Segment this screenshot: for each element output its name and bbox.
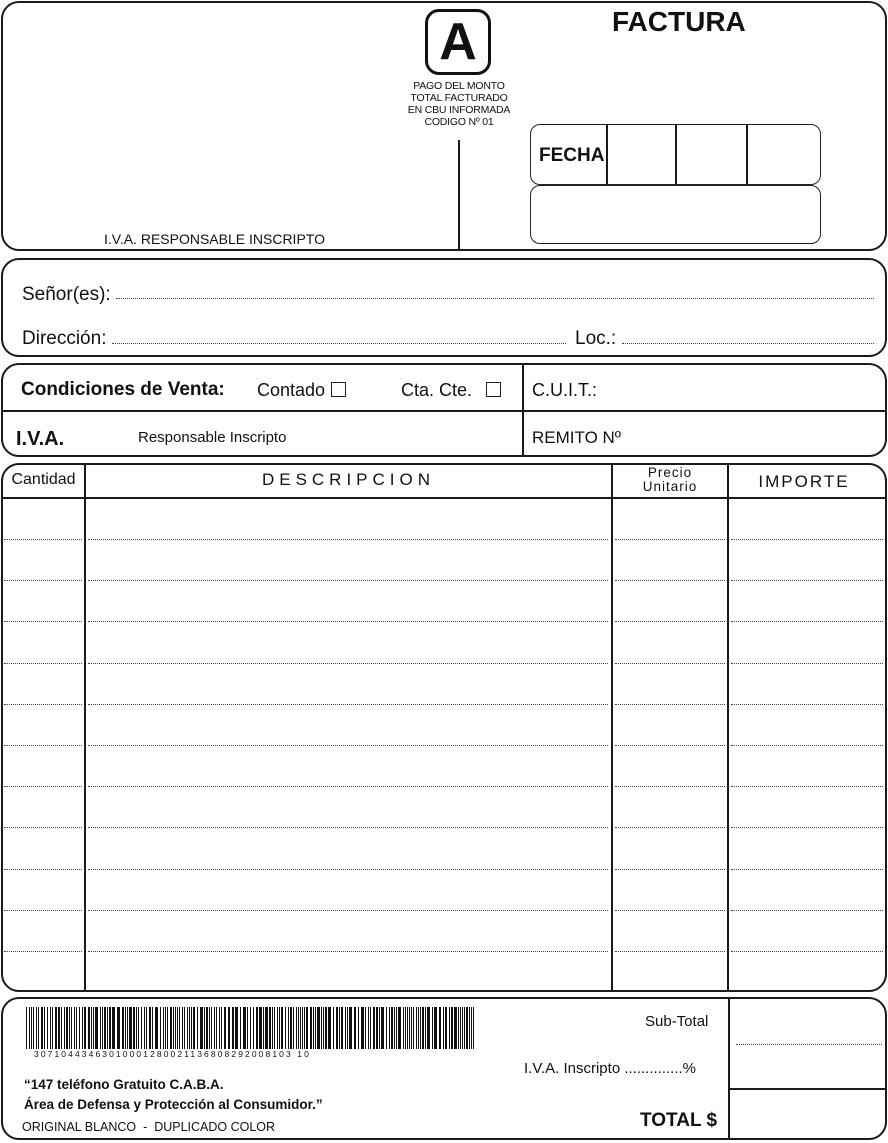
barcode-bar	[416, 1007, 417, 1049]
consumer-notice-line2: Área de Defensa y Protección al Consumidor.”	[24, 1097, 323, 1112]
barcode-bar	[427, 1007, 430, 1049]
barcode-bar	[58, 1007, 60, 1049]
barcode-bar	[358, 1007, 359, 1049]
barcode-bar	[347, 1007, 348, 1049]
barcode-bar	[66, 1007, 68, 1049]
items-col-divider-1	[84, 464, 86, 991]
copies-note: ORIGINAL BLANCO - DUPLICADO COLOR	[22, 1120, 276, 1134]
sale-conditions-label: Condiciones de Venta:	[21, 379, 225, 400]
barcode-bar	[82, 1007, 83, 1049]
item-row-7-cell-2[interactable]	[88, 786, 608, 787]
barcode-bar	[413, 1007, 414, 1049]
barcode-bar	[321, 1007, 322, 1049]
barcode-bar	[277, 1007, 278, 1049]
barcode-bar	[71, 1007, 72, 1049]
item-row-5-cell-1[interactable]	[4, 704, 82, 705]
barcode-bar	[29, 1007, 30, 1049]
barcode-bar	[165, 1007, 166, 1049]
barcode-bar	[191, 1007, 192, 1049]
date-divider-3	[746, 125, 748, 184]
barcode-bar	[445, 1007, 447, 1049]
barcode-bar	[179, 1007, 180, 1049]
barcode-bar	[269, 1007, 271, 1049]
item-row-2-cell-3[interactable]	[615, 580, 725, 581]
barcode-bar	[209, 1007, 210, 1049]
barcode-bar	[33, 1007, 34, 1049]
item-row-11-cell-3[interactable]	[615, 951, 725, 952]
barcode-bar	[232, 1007, 234, 1049]
barcode-bar	[373, 1007, 375, 1049]
barcode-bar	[422, 1007, 424, 1049]
cuit-label: C.U.I.T.:	[532, 380, 598, 400]
barcode-bar	[368, 1007, 369, 1049]
barcode-bar	[460, 1007, 461, 1049]
barcode-bar	[405, 1007, 406, 1049]
barcode-bar	[345, 1007, 346, 1049]
item-row-4-cell-1[interactable]	[4, 663, 82, 664]
barcode-bar	[333, 1007, 334, 1049]
totals-column-divider	[728, 998, 730, 1139]
barcode-bar	[74, 1007, 75, 1049]
item-row-11-cell-2[interactable]	[88, 951, 608, 952]
conditions-column-divider	[522, 364, 524, 456]
barcode-bar	[155, 1007, 158, 1049]
item-row-1-cell-4[interactable]	[731, 539, 883, 540]
barcode-bar	[64, 1007, 65, 1049]
client-address-field[interactable]	[112, 343, 566, 344]
remito-label: REMITO Nº	[532, 428, 622, 447]
item-row-7-cell-1[interactable]	[4, 786, 82, 787]
barcode-bar	[91, 1007, 92, 1049]
barcode-bar	[361, 1007, 364, 1049]
item-row-5-cell-4[interactable]	[731, 704, 883, 705]
items-table	[1, 463, 887, 992]
barcode-bar	[200, 1007, 203, 1049]
barcode-bar	[206, 1007, 208, 1049]
barcode-bar	[272, 1007, 273, 1049]
barcode-bar	[296, 1007, 297, 1049]
item-row-6-cell-3[interactable]	[615, 745, 725, 746]
barcode-bar	[349, 1007, 352, 1049]
iva-inscripto-label: I.V.A. Inscripto ..............%	[524, 1060, 697, 1077]
barcode-bar	[279, 1007, 280, 1049]
barcode-bar	[61, 1007, 62, 1049]
barcode-bar	[146, 1007, 147, 1049]
barcode-image	[26, 1007, 478, 1049]
barcode-bar	[117, 1007, 120, 1049]
item-row-3-cell-2[interactable]	[88, 621, 608, 622]
item-row-2-cell-1[interactable]	[4, 580, 82, 581]
barcode-bar	[253, 1007, 254, 1049]
barcode-bar	[163, 1007, 164, 1049]
item-row-3-cell-4[interactable]	[731, 621, 883, 622]
barcode-bar	[315, 1007, 316, 1049]
column-header-description: DESCRIPCION	[261, 470, 436, 489]
barcode-bar	[144, 1007, 145, 1049]
barcode-bar	[389, 1007, 390, 1049]
barcode-bar	[379, 1007, 380, 1049]
account-checkbox[interactable]	[486, 382, 501, 397]
barcode-bar	[31, 1007, 32, 1049]
items-col-divider-3	[727, 464, 729, 991]
barcode-bar	[462, 1007, 463, 1049]
item-row-9-cell-3[interactable]	[615, 869, 725, 870]
barcode-bar	[341, 1007, 343, 1049]
barcode-bar	[454, 1007, 457, 1049]
barcode-bar	[274, 1007, 275, 1049]
barcode-bar	[129, 1007, 132, 1049]
item-row-8-cell-2[interactable]	[88, 827, 608, 828]
barcode-bar	[313, 1007, 314, 1049]
items-col-divider-2	[611, 464, 613, 991]
barcode-bar	[391, 1007, 393, 1049]
barcode-bar	[418, 1007, 419, 1049]
barcode-bar	[458, 1007, 459, 1049]
cash-label: Contado	[257, 380, 326, 400]
barcode-bar	[167, 1007, 168, 1049]
barcode-bar	[298, 1007, 299, 1049]
barcode-bar	[189, 1007, 190, 1049]
barcode-bar	[290, 1007, 292, 1049]
item-row-11-cell-1[interactable]	[4, 951, 82, 952]
barcode-bar	[469, 1007, 470, 1049]
barcode-bar	[26, 1007, 27, 1049]
barcode-bar	[160, 1007, 161, 1049]
barcode-bar	[439, 1007, 441, 1049]
barcode-bar	[133, 1007, 135, 1049]
item-row-3-cell-1[interactable]	[4, 621, 82, 622]
item-row-4-cell-3[interactable]	[615, 663, 725, 664]
barcode-bar	[466, 1007, 468, 1049]
barcode-bar	[443, 1007, 444, 1049]
barcode-bar	[256, 1007, 258, 1049]
barcode-bar	[173, 1007, 174, 1049]
client-name-field[interactable]	[116, 298, 874, 299]
barcode-bar	[175, 1007, 176, 1049]
barcode-bar	[102, 1007, 103, 1049]
item-row-5-cell-3[interactable]	[615, 704, 725, 705]
barcode-bar	[434, 1007, 437, 1049]
column-header-quantity: Cantidad	[11, 471, 76, 488]
barcode-bar	[216, 1007, 217, 1049]
subtotal-value-field[interactable]	[736, 1044, 882, 1045]
barcode-bar	[221, 1007, 222, 1049]
barcode-bar	[243, 1007, 246, 1049]
barcode-bar	[47, 1007, 48, 1049]
barcode-bar	[328, 1007, 331, 1049]
barcode-bar	[420, 1007, 421, 1049]
item-row-3-cell-3[interactable]	[615, 621, 725, 622]
date-divider-1	[606, 125, 608, 184]
item-row-10-cell-2[interactable]	[88, 910, 608, 911]
barcode-bar	[127, 1007, 128, 1049]
item-row-11-cell-4[interactable]	[731, 951, 883, 952]
barcode-bar	[44, 1007, 45, 1049]
barcode-bar	[394, 1007, 395, 1049]
item-row-9-cell-4[interactable]	[731, 869, 883, 870]
client-name-label: Señor(es):	[22, 284, 111, 305]
barcode-bar	[425, 1007, 426, 1049]
barcode-bar	[193, 1007, 195, 1049]
barcode-bar	[52, 1007, 53, 1049]
barcode-bar	[339, 1007, 340, 1049]
barcode-bar	[285, 1007, 286, 1049]
barcode-bar	[281, 1007, 283, 1049]
item-row-6-cell-2[interactable]	[88, 745, 608, 746]
barcode-bar	[411, 1007, 412, 1049]
barcode-bar	[109, 1007, 111, 1049]
barcode-bar	[76, 1007, 77, 1049]
barcode-bar	[187, 1007, 188, 1049]
barcode-bar	[250, 1007, 251, 1049]
barcode-bar	[211, 1007, 212, 1049]
barcode-bar	[36, 1007, 37, 1049]
invoice-number-box[interactable]	[530, 185, 821, 244]
item-row-10-cell-4[interactable]	[731, 910, 883, 911]
item-row-2-cell-2[interactable]	[88, 580, 608, 581]
barcode-bar	[336, 1007, 338, 1049]
item-row-1-cell-1[interactable]	[4, 539, 82, 540]
client-locality-label: Loc.:	[575, 328, 617, 349]
barcode-bar	[38, 1007, 39, 1049]
barcode-bar	[376, 1007, 378, 1049]
barcode-bar	[228, 1007, 230, 1049]
barcode-bar	[69, 1007, 70, 1049]
barcode-bar	[471, 1007, 472, 1049]
barcode-bar	[79, 1007, 80, 1049]
client-locality-field[interactable]	[622, 343, 874, 344]
barcode-bar	[219, 1007, 220, 1049]
issuer-iva-condition: I.V.A. RESPONSABLE INSCRIPTO	[104, 231, 325, 247]
barcode-bar	[125, 1007, 126, 1049]
barcode-bar	[107, 1007, 108, 1049]
item-row-10-cell-3[interactable]	[615, 910, 725, 911]
barcode-bar	[84, 1007, 86, 1049]
barcode-bar	[247, 1007, 248, 1049]
invoice-title: FACTURA	[612, 6, 746, 37]
item-row-9-cell-2[interactable]	[88, 869, 608, 870]
item-row-8-cell-4[interactable]	[731, 827, 883, 828]
barcode-bar	[464, 1007, 465, 1049]
barcode-bar	[449, 1007, 450, 1049]
barcode-bar	[104, 1007, 106, 1049]
item-row-7-cell-4[interactable]	[731, 786, 883, 787]
barcode-bar	[55, 1007, 57, 1049]
item-row-1-cell-2[interactable]	[88, 539, 608, 540]
barcode-bar	[224, 1007, 226, 1049]
account-label: Cta. Cte.	[401, 380, 473, 400]
barcode-bar	[138, 1007, 139, 1049]
barcode-bar	[204, 1007, 205, 1049]
barcode-bar	[403, 1007, 404, 1049]
items-header-divider	[2, 497, 886, 499]
barcode-bar	[41, 1007, 43, 1049]
barcode-bar	[451, 1007, 453, 1049]
barcode-bar	[409, 1007, 410, 1049]
barcode-bar	[306, 1007, 308, 1049]
date-divider-2	[675, 125, 677, 184]
barcode-bar	[112, 1007, 115, 1049]
barcode-bar	[381, 1007, 384, 1049]
barcode-bar	[95, 1007, 98, 1049]
barcode-bar	[235, 1007, 238, 1049]
column-header-unit-price: Precio Unitario	[642, 465, 698, 494]
iva-label: I.V.A.	[16, 428, 65, 450]
cash-checkbox[interactable]	[331, 382, 346, 397]
invoice-type-note: PAGO DEL MONTO TOTAL FACTURADO EN CBU INFORMADA CODIGO Nº 01	[407, 80, 511, 128]
barcode-bar	[263, 1007, 264, 1049]
barcode-bar	[304, 1007, 305, 1049]
barcode-bar	[310, 1007, 312, 1049]
barcode-bar	[317, 1007, 320, 1049]
cash-option[interactable]	[257, 380, 346, 401]
item-row-2-cell-4[interactable]	[731, 580, 883, 581]
totals-divider	[729, 1088, 886, 1090]
client-address-label: Dirección:	[22, 328, 107, 349]
barcode-bar	[149, 1007, 151, 1049]
item-row-4-cell-2[interactable]	[88, 663, 608, 664]
consumer-notice-line1: “147 teléfono Gratuito C.A.B.A.	[24, 1077, 224, 1092]
barcode-number: 30710443463010001280021136808292008103 10	[34, 1049, 311, 1059]
barcode-bar	[170, 1007, 172, 1049]
barcode-bar	[152, 1007, 153, 1049]
item-row-6-cell-1[interactable]	[4, 745, 82, 746]
barcode-bar	[365, 1007, 366, 1049]
barcode-bar	[407, 1007, 408, 1049]
barcode-bar	[398, 1007, 401, 1049]
account-option[interactable]	[401, 380, 501, 401]
barcode-bar	[302, 1007, 303, 1049]
barcode-bar	[386, 1007, 387, 1049]
item-row-7-cell-3[interactable]	[615, 786, 725, 787]
item-row-10-cell-1[interactable]	[4, 910, 82, 911]
iva-value: Responsable Inscripto	[138, 429, 287, 446]
barcode-bar	[88, 1007, 90, 1049]
barcode-bar	[300, 1007, 301, 1049]
barcode-bar	[354, 1007, 356, 1049]
column-header-amount: IMPORTE	[758, 472, 850, 491]
barcode-bar	[473, 1007, 474, 1049]
barcode-bar	[184, 1007, 185, 1049]
item-row-5-cell-2[interactable]	[88, 704, 608, 705]
item-row-8-cell-1[interactable]	[4, 827, 82, 828]
barcode-bar	[325, 1007, 327, 1049]
barcode-bar	[370, 1007, 371, 1049]
barcode-bar	[323, 1007, 324, 1049]
conditions-divider	[2, 410, 886, 412]
barcode-bar	[197, 1007, 198, 1049]
barcode-bar	[50, 1007, 51, 1049]
item-row-4-cell-4[interactable]	[731, 663, 883, 664]
barcode-bar	[288, 1007, 289, 1049]
item-row-1-cell-3[interactable]	[615, 539, 725, 540]
total-label: TOTAL $	[640, 1110, 718, 1131]
barcode-bar	[265, 1007, 268, 1049]
barcode-bar	[293, 1007, 294, 1049]
barcode-bar	[93, 1007, 94, 1049]
barcode-bar	[432, 1007, 433, 1049]
barcode-bar	[214, 1007, 215, 1049]
barcode-bar	[122, 1007, 124, 1049]
barcode-bar	[240, 1007, 241, 1049]
barcode-bar	[259, 1007, 262, 1049]
item-row-6-cell-4[interactable]	[731, 745, 883, 746]
barcode-bar	[100, 1007, 101, 1049]
barcode-bar	[182, 1007, 183, 1049]
header-divider	[458, 140, 460, 250]
barcode-bar	[136, 1007, 137, 1049]
barcode-bar	[177, 1007, 178, 1049]
barcode-bar	[141, 1007, 142, 1049]
invoice-type-letter: A	[425, 9, 491, 75]
item-row-8-cell-3[interactable]	[615, 827, 725, 828]
item-row-9-cell-1[interactable]	[4, 869, 82, 870]
barcode-bar	[396, 1007, 397, 1049]
subtotal-label: Sub-Total	[645, 1013, 709, 1030]
date-label: FECHA	[539, 145, 605, 166]
